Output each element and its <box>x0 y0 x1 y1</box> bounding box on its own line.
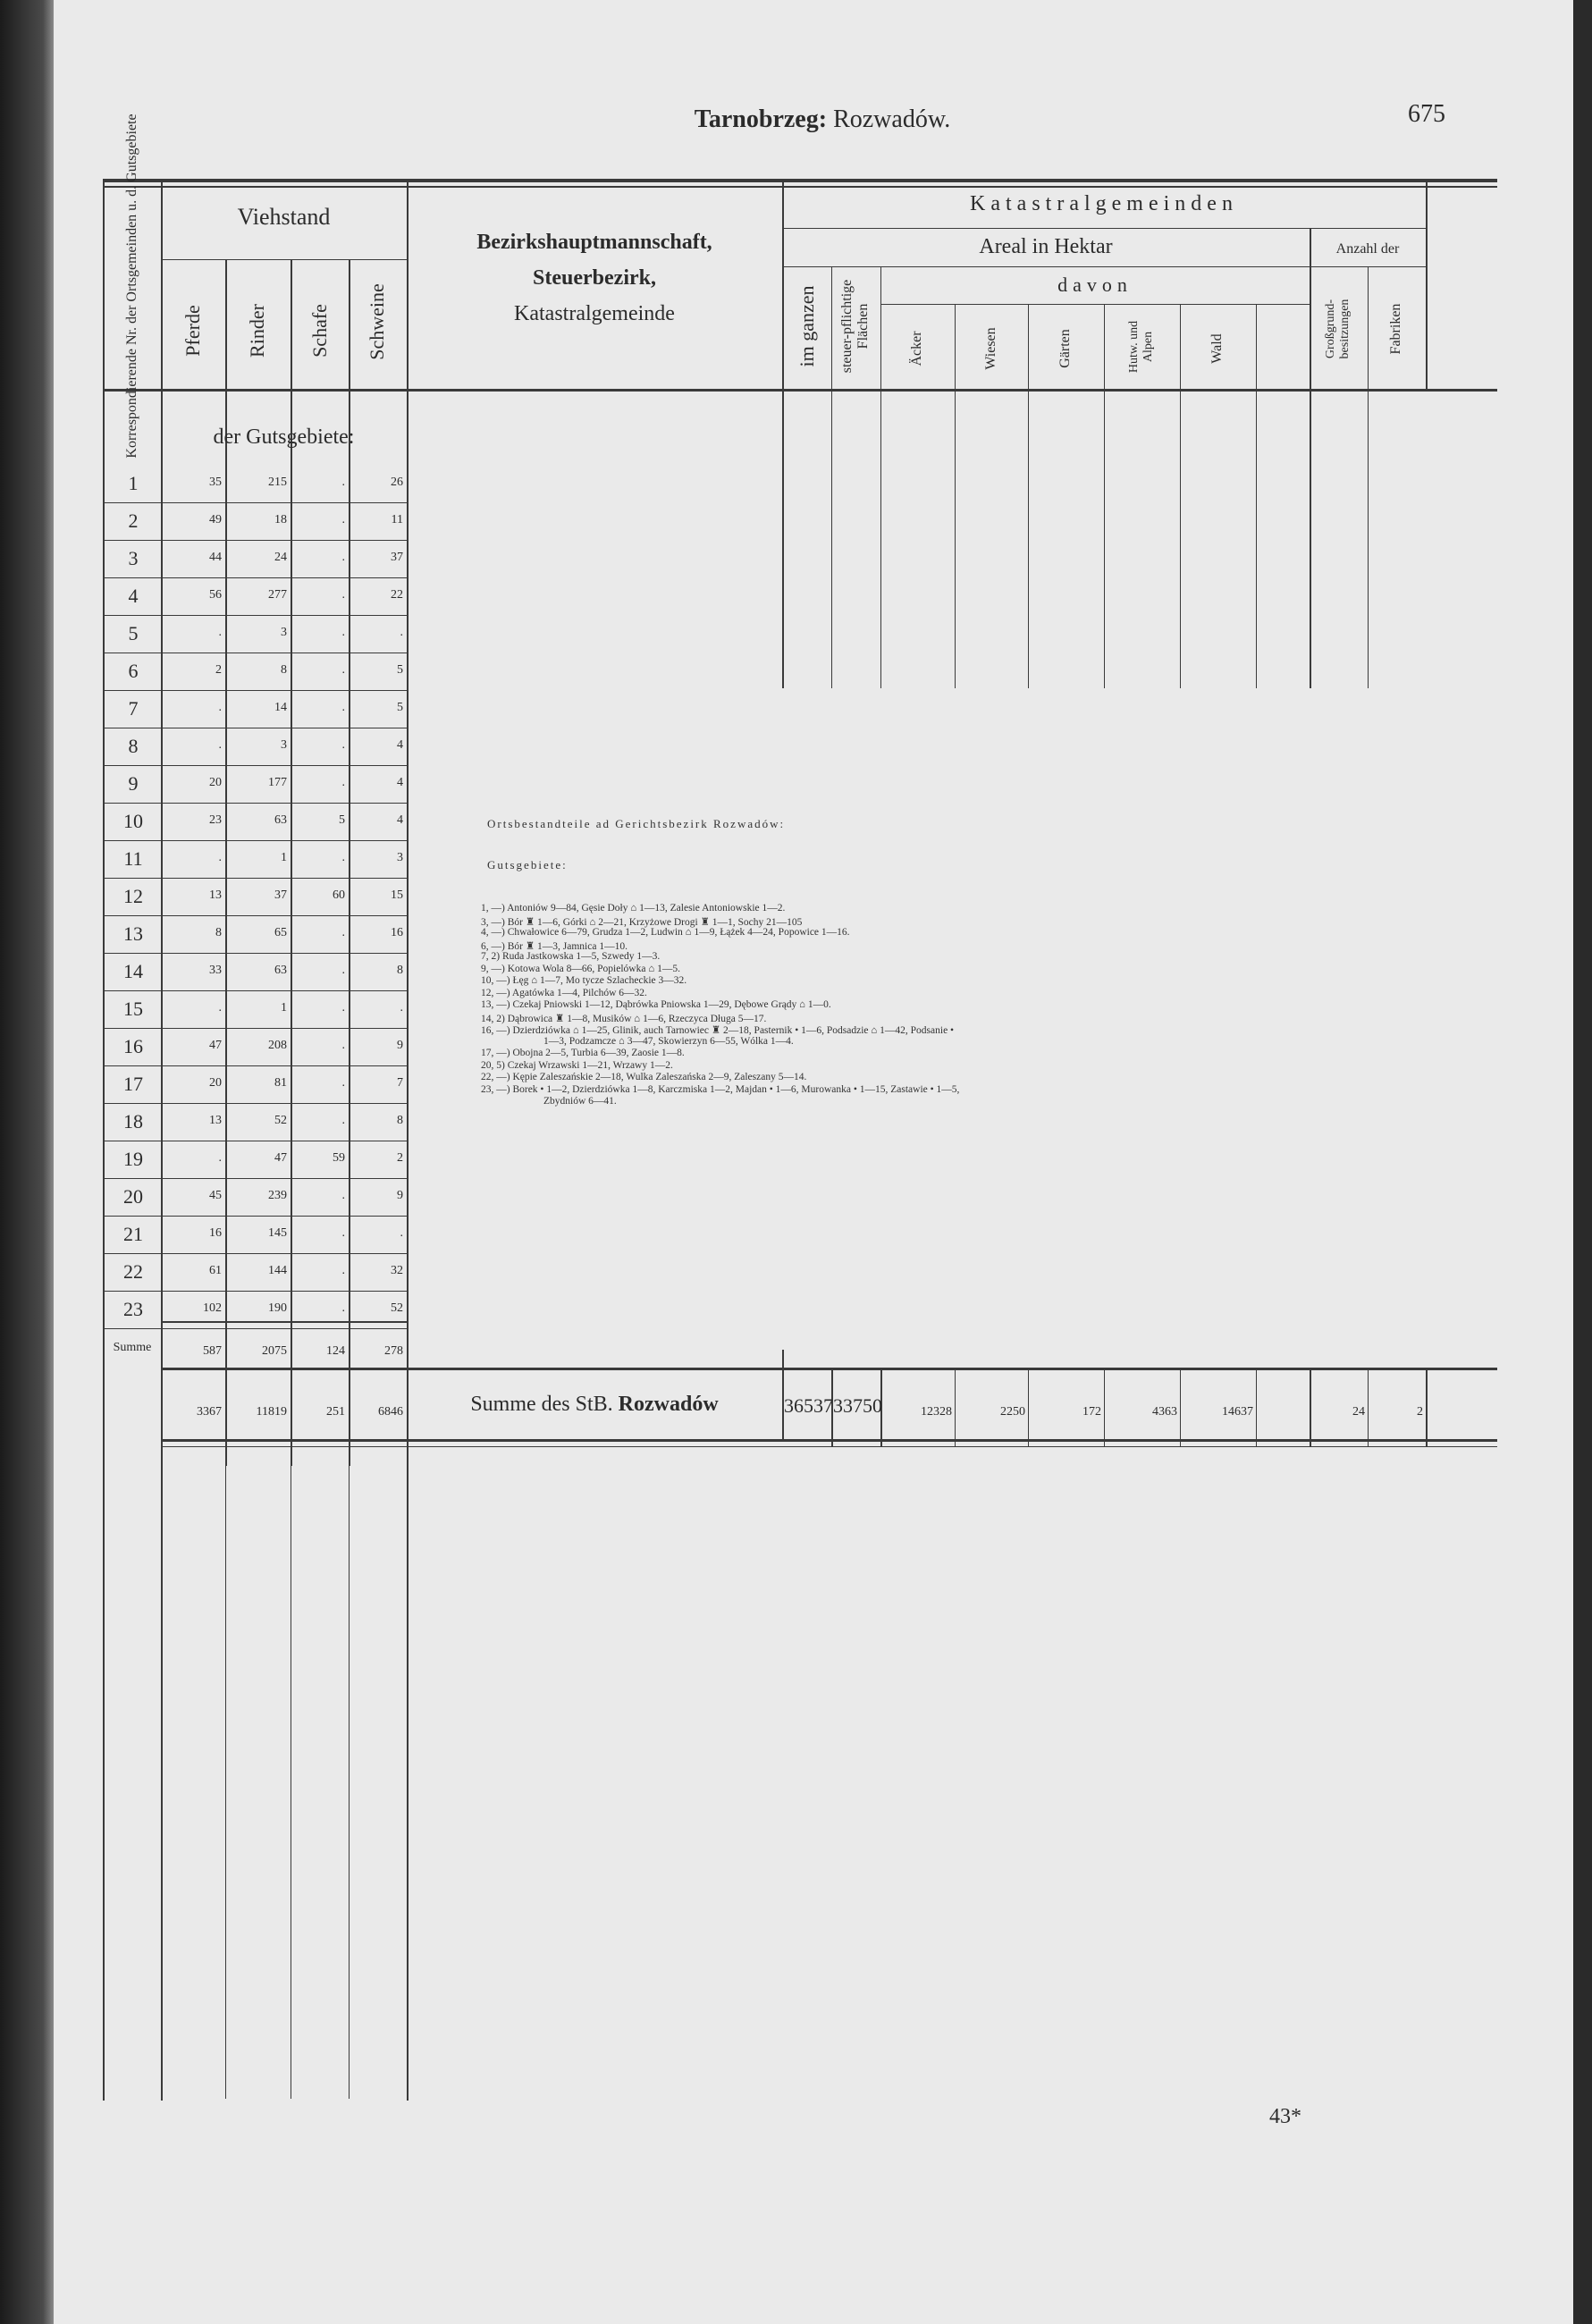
summary-col-line-6 <box>1180 1368 1181 1446</box>
summary-wiesen: 2250 <box>1000 1405 1025 1419</box>
cell-schafe: . <box>341 476 345 489</box>
cell-rinder: 3 <box>281 626 287 639</box>
col-header-rinder: Rinder <box>246 304 268 358</box>
cell-schafe: . <box>341 701 345 714</box>
col-header-hutw: Hutw. und Alpen <box>1127 320 1155 374</box>
cell-schafe: . <box>341 738 345 752</box>
row-number: 11 <box>123 847 143 870</box>
cell-pferde: 102 <box>203 1301 222 1315</box>
col-header-bez-3: Katastralgemeinde <box>514 302 675 325</box>
summary-gaerten: 172 <box>1082 1405 1101 1419</box>
cell-pferde: 33 <box>209 964 222 977</box>
cell-schweine: 16 <box>391 926 403 939</box>
col-line-areal-right <box>1310 228 1311 688</box>
col-line-wiesen-right <box>1028 304 1029 688</box>
col-line-gross-right <box>1368 266 1369 688</box>
book-binding <box>0 0 54 2324</box>
cell-rinder: 65 <box>274 926 287 939</box>
cell-rinder: 47 <box>274 1151 287 1165</box>
row-number: 1 <box>128 472 139 494</box>
col-line-vieh-right <box>407 179 409 2101</box>
cell-pferde: 13 <box>209 888 222 902</box>
cell-pferde: 49 <box>209 513 222 526</box>
cell-schafe: 60 <box>333 888 345 902</box>
cell-pferde: 8 <box>215 926 222 939</box>
col-line-wald-right <box>1256 304 1257 688</box>
col-header-viehstand: Viehstand <box>237 204 331 230</box>
cell-rinder: 177 <box>268 776 287 789</box>
row-border <box>103 502 407 503</box>
cell-rinder: 1 <box>281 851 287 864</box>
cell-rinder: 24 <box>274 551 287 564</box>
col-header-areal: Areal in Hektar <box>979 235 1113 258</box>
cell-schafe: . <box>341 776 345 789</box>
col-line-imganzen-right <box>831 266 832 688</box>
notes-subheading: Gutsgebiete: <box>487 858 568 872</box>
cell-schafe: . <box>341 1301 345 1315</box>
table-top-border-inner <box>103 186 1497 188</box>
row-number: 14 <box>123 960 143 982</box>
row-border <box>103 1028 407 1029</box>
row-number: 18 <box>123 1110 143 1133</box>
note-line: 1, —) Antoniów 9—84, Gęsie Doły ⌂ 1—13, Zalesie Antoniowskie 1—2. <box>481 903 786 914</box>
summary-col-line-3 <box>955 1368 956 1446</box>
note-line: 22, —) Kępie Zaleszańskie 2—18, Wulka Zaleszańska 2—9, Zaleszany 5—14. <box>481 1072 807 1082</box>
row-number: 7 <box>128 697 139 720</box>
cell-rinder: 37 <box>274 888 287 902</box>
cell-rinder: 215 <box>268 476 287 489</box>
summe-top-border <box>161 1321 407 1323</box>
row-border <box>103 1291 407 1292</box>
summary-name: Rozwadów <box>618 1393 719 1416</box>
row-number: 3 <box>128 547 139 569</box>
cell-rinder: 145 <box>268 1226 287 1240</box>
cell-schweine: 52 <box>391 1301 403 1315</box>
cell-pferde: 16 <box>209 1226 222 1240</box>
summary-wald: 14637 <box>1222 1405 1253 1419</box>
cell-schweine: . <box>400 626 403 639</box>
row-number: 8 <box>128 735 139 757</box>
note-line: 7, 2) Ruda Jastkowska 1—5, Szwedy 1—3. <box>481 951 661 962</box>
summary-col-line-9 <box>1368 1368 1369 1446</box>
cell-schafe: . <box>341 851 345 864</box>
note-line: 23, —) Borek • 1—2, Dzierdziówka 1—8, Karczmiska 1—2, Majdan • 1—6, Murowanka • 1—15, Zastawie • 1—5, <box>481 1083 960 1095</box>
col-line-table-right <box>1426 179 1428 389</box>
note-line: 17, —) Obojna 2—5, Turbia 6—39, Zaosie 1—8. <box>481 1048 685 1058</box>
note-line: 13, —) Czekaj Pniowski 1—12, Dąbrówka Pniowska 1—29, Dębowe Grądy ⌂ 1—0. <box>481 999 831 1010</box>
cell-pferde: 20 <box>209 776 222 789</box>
cell-rinder: 144 <box>268 1264 287 1277</box>
lower-line-pferde <box>225 1446 226 2099</box>
summe-label: Summe <box>113 1341 152 1354</box>
davon-under <box>880 304 1310 305</box>
cell-pferde: . <box>218 851 222 864</box>
cell-schweine: 26 <box>391 476 403 489</box>
cell-schweine: 9 <box>397 1039 403 1052</box>
summe-pferde: 587 <box>203 1344 222 1358</box>
summary-label <box>411 1393 778 1417</box>
cell-schafe: . <box>341 964 345 977</box>
row-border <box>103 1178 407 1179</box>
note-line: Zbydniów 6—41. <box>543 1096 617 1107</box>
summe-rinder: 2075 <box>262 1344 287 1358</box>
col-line-gaerten-right <box>1104 304 1105 688</box>
note-line: 6, —) Bór ♜ 1—3, Jamnica 1—10. <box>481 940 628 952</box>
row-border <box>103 615 407 616</box>
col-header-schafe: Schafe <box>308 304 331 358</box>
cell-pferde: 2 <box>215 663 222 677</box>
cell-schafe: . <box>341 551 345 564</box>
summary-gross: 24 <box>1352 1405 1365 1419</box>
cell-pferde: 13 <box>209 1114 222 1127</box>
footer-signature: 43* <box>1269 2105 1301 2128</box>
row-border <box>103 840 407 841</box>
col-header-gross: Großgrund-besitzungen <box>1324 299 1352 359</box>
col-line-steuer-right <box>880 266 881 688</box>
cell-pferde: 45 <box>209 1189 222 1202</box>
cell-schafe: . <box>341 513 345 526</box>
cell-rinder: 14 <box>274 701 287 714</box>
note-line: 16, —) Dzierdziówka ⌂ 1—25, Glinik, auch Tarnowiec ♜ 2—18, Pasternik • 1—6, Podsadzie ⌂ 1—42, Podsanie • <box>481 1025 955 1036</box>
note-line: 14, 2) Dąbrowica ♜ 1—8, Musików ⌂ 1—6, Rzeczyca Długa 5—17. <box>481 1013 767 1024</box>
row-border <box>103 1103 407 1104</box>
cell-schafe: 5 <box>339 813 345 827</box>
cell-pferde: . <box>218 626 222 639</box>
cell-rinder: 277 <box>268 588 287 602</box>
cell-schweine: 9 <box>397 1189 403 1202</box>
cell-schafe: . <box>341 1076 345 1090</box>
total-schafe: 251 <box>326 1405 345 1419</box>
note-line: 1—3, Podzamcze ⌂ 3—47, Skowierzyn 6—55, Wólka 1—4. <box>543 1035 794 1047</box>
cell-schafe: . <box>341 1114 345 1127</box>
summary-fabriken: 2 <box>1417 1405 1423 1419</box>
summary-bottom-border <box>161 1439 1497 1442</box>
col-line-acker-right <box>955 304 956 688</box>
col-line-hutw-right <box>1180 304 1181 688</box>
summary-hutw: 4363 <box>1152 1405 1177 1419</box>
page-number: 675 <box>1408 100 1445 128</box>
summary-acker: 12328 <box>921 1405 952 1419</box>
cell-rinder: 63 <box>274 964 287 977</box>
cell-schweine: . <box>400 1001 403 1015</box>
cell-schweine: 4 <box>397 813 403 827</box>
note-line: 10, —) Łęg ⌂ 1—7, Mo tycze Szlacheckie 3—32. <box>481 975 687 986</box>
col-header-steuer: steuer-pflichtige Flächen <box>839 279 871 374</box>
table-top-border <box>103 179 1497 182</box>
cell-schafe: . <box>341 926 345 939</box>
summary-col-line-7 <box>1256 1368 1257 1446</box>
cell-rinder: 63 <box>274 813 287 827</box>
col-header-bez-1: Bezirkshauptmannschaft, <box>476 231 712 254</box>
summary-col-line-5 <box>1104 1368 1105 1446</box>
cell-schweine: 8 <box>397 1114 403 1127</box>
note-line: 9, —) Kotowa Wola 8—66, Popielówka ⌂ 1—5. <box>481 963 680 974</box>
cell-schweine: 7 <box>397 1076 403 1090</box>
summary-bottom-border-2 <box>161 1446 1497 1447</box>
note-line: 4, —) Chwałowice 6—79, Grudza 1—2, Ludwin ⌂ 1—9, Łążek 4—24, Popowice 1—16. <box>481 927 850 938</box>
row-number: 10 <box>123 810 143 832</box>
row-number: 15 <box>123 998 143 1020</box>
row-border <box>103 1253 407 1254</box>
cell-pferde: 23 <box>209 813 222 827</box>
row-border <box>103 953 407 954</box>
header-bottom-border <box>103 389 1497 392</box>
row-border <box>103 540 407 541</box>
cell-schweine: 5 <box>397 701 403 714</box>
cell-schweine: 4 <box>397 738 403 752</box>
col-header-davon: davon <box>1057 274 1133 296</box>
cell-rinder: 18 <box>274 513 287 526</box>
row-border <box>103 577 407 578</box>
row-border <box>103 878 407 879</box>
total-rinder: 11819 <box>256 1405 287 1419</box>
cell-pferde: 44 <box>209 551 222 564</box>
row-number: 9 <box>128 772 139 795</box>
areal-under <box>782 266 1426 267</box>
cell-rinder: 8 <box>281 663 287 677</box>
row-border <box>103 765 407 766</box>
summary-col-line-10 <box>1426 1368 1428 1446</box>
cell-schweine: 15 <box>391 888 403 902</box>
row-number: 5 <box>128 622 139 644</box>
cell-pferde: . <box>218 1151 222 1165</box>
note-line: 3, —) Bór ♜ 1—6, Górki ⌂ 2—21, Krzyżowe Drogi ♜ 1—1, Sochy 21—105 <box>481 916 803 928</box>
cell-schafe: . <box>341 1001 345 1015</box>
page <box>54 0 1573 2324</box>
row-number: 22 <box>123 1260 143 1283</box>
cell-pferde: 47 <box>209 1039 222 1052</box>
note-line: 20, 5) Czekaj Wrzawski 1—21, Wrzawy 1—2. <box>481 1059 673 1071</box>
title-district: Tarnobrzeg: <box>694 105 828 133</box>
row-number: 13 <box>123 922 143 945</box>
total-schweine: 6846 <box>378 1405 403 1419</box>
row-number: 23 <box>123 1298 143 1320</box>
cell-schweine: 4 <box>397 776 403 789</box>
cell-pferde: . <box>218 701 222 714</box>
col-line-nr-right <box>161 179 163 2101</box>
summary-top-border <box>161 1368 1497 1370</box>
col-header-anzahl: Anzahl der <box>1335 241 1400 257</box>
col-header-katastral: Katastralgemeinden <box>970 192 1238 215</box>
row-border <box>103 803 407 804</box>
row-border <box>103 1065 407 1066</box>
summary-label-text: Summe des StB. <box>470 1393 613 1416</box>
summary-im-ganzen: 36537 <box>784 1394 833 1417</box>
note-line: 12, —) Agatówka 1—4, Pilchów 6—32. <box>481 987 647 998</box>
cell-pferde: 56 <box>209 588 222 602</box>
cell-pferde: 35 <box>209 476 222 489</box>
row-number: 20 <box>123 1185 143 1208</box>
cell-pferde: . <box>218 738 222 752</box>
row-border <box>103 690 407 691</box>
cell-rinder: 1 <box>281 1001 287 1015</box>
cell-schafe: . <box>341 1264 345 1277</box>
cell-pferde: 20 <box>209 1076 222 1090</box>
total-pferde: 3367 <box>197 1405 222 1419</box>
cell-schweine: 2 <box>397 1151 403 1165</box>
row-border <box>103 990 407 991</box>
col-header-gaerten: Gärten <box>1057 329 1073 368</box>
cell-schweine: 8 <box>397 964 403 977</box>
cell-schafe: . <box>341 588 345 602</box>
summary-col-line-4 <box>1028 1368 1029 1446</box>
col-header-bez-2: Steuerbezirk, <box>533 266 656 290</box>
summe-schweine: 278 <box>384 1344 403 1358</box>
cell-rinder: 52 <box>274 1114 287 1127</box>
cell-schweine: 11 <box>391 513 403 526</box>
col-header-wald: Wald <box>1209 333 1225 364</box>
cell-schafe: . <box>341 1039 345 1052</box>
cell-schafe: . <box>341 1189 345 1202</box>
row-border <box>103 915 407 916</box>
row-number: 12 <box>123 885 143 907</box>
col-header-acker: Äcker <box>909 331 924 366</box>
row-number: 4 <box>128 585 139 607</box>
katastral-under <box>782 228 1426 229</box>
cell-schweine: . <box>400 1226 403 1240</box>
cell-pferde: . <box>218 1001 222 1015</box>
col-header-nr: Korrespondierende Nr. der Ortsgemeinden u. d. Gutsgebiete <box>124 114 139 459</box>
cell-schweine: 32 <box>391 1264 403 1277</box>
row-number: 19 <box>123 1148 143 1170</box>
summe-schafe: 124 <box>326 1344 345 1358</box>
col-line-nr-left <box>103 179 105 2101</box>
cell-schweine: 37 <box>391 551 403 564</box>
row-number: 21 <box>123 1223 143 1245</box>
vieh-under <box>161 259 407 260</box>
col-header-im-ganzen: im ganzen <box>796 285 818 367</box>
row-number: 17 <box>123 1073 143 1095</box>
notes-heading: Ortsbestandteile ad Gerichtsbezirk Rozwadów: <box>487 817 786 830</box>
col-header-schweine: Schweine <box>366 283 388 360</box>
cell-rinder: 208 <box>268 1039 287 1052</box>
section-label: der Gutsgebiete: <box>213 425 355 449</box>
row-number: 2 <box>128 509 139 532</box>
cell-schweine: 5 <box>397 663 403 677</box>
row-border <box>103 1328 407 1329</box>
title-court: Rozwadów. <box>833 105 951 133</box>
col-header-wiesen: Wiesen <box>983 327 998 370</box>
cell-rinder: 190 <box>268 1301 287 1315</box>
row-number: 16 <box>123 1035 143 1057</box>
col-header-fabriken: Fabriken <box>1388 303 1403 355</box>
cell-schafe: . <box>341 1226 345 1240</box>
cell-pferde: 61 <box>209 1264 222 1277</box>
cell-schafe: . <box>341 663 345 677</box>
page-title <box>608 105 1037 134</box>
cell-rinder: 81 <box>274 1076 287 1090</box>
cell-schweine: 22 <box>391 588 403 602</box>
row-border <box>103 1216 407 1217</box>
col-header-pferde: Pferde <box>181 305 204 357</box>
cell-schafe: . <box>341 626 345 639</box>
cell-schweine: 3 <box>397 851 403 864</box>
cell-schafe: 59 <box>333 1151 345 1165</box>
lower-line-schafe <box>349 1446 350 2099</box>
cell-rinder: 239 <box>268 1189 287 1202</box>
cell-rinder: 3 <box>281 738 287 752</box>
summary-steuer: 33750 <box>833 1394 882 1417</box>
row-number: 6 <box>128 660 139 682</box>
